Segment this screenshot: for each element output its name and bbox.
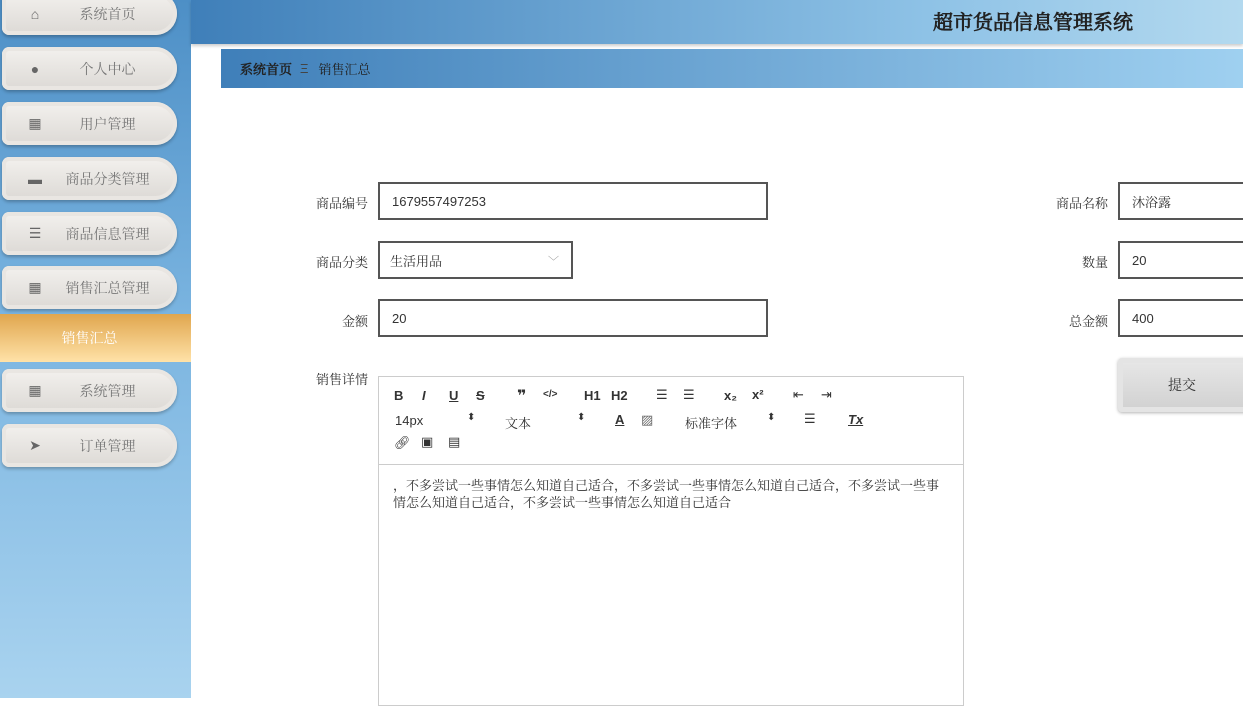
sidebar-item-home[interactable]: ⌂ 系统首页 xyxy=(2,0,177,35)
outdent-icon[interactable]: ⇤ xyxy=(793,387,804,402)
clear-format-button[interactable]: Tx xyxy=(848,412,864,427)
user-icon: ● xyxy=(30,60,40,77)
bullet-list-icon[interactable]: ☰ xyxy=(683,387,695,402)
code-input[interactable]: 1679557497253 xyxy=(378,182,768,220)
h2-button[interactable]: H2 xyxy=(611,388,628,403)
total-label: 总金额 xyxy=(1068,314,1108,329)
font-color-icon[interactable]: A xyxy=(615,412,625,427)
underline-button[interactable]: U xyxy=(449,388,459,403)
breadcrumb-separator: Ξ xyxy=(300,61,309,76)
name-input[interactable]: 沐浴露 xyxy=(1118,182,1243,220)
category-value: 生活用品 xyxy=(390,253,443,269)
list-icon: ☰ xyxy=(28,225,42,241)
grid-icon: ▦ xyxy=(28,279,42,295)
sidebar-item-system[interactable]: ▦ 系统管理 xyxy=(2,369,177,412)
chevron-down-icon: ﹀ xyxy=(548,256,559,268)
rich-text-editor xyxy=(378,376,964,706)
strike-button[interactable]: S xyxy=(476,388,485,403)
qty-input[interactable]: 20 xyxy=(1118,241,1243,279)
home-icon: ⌂ xyxy=(30,5,40,22)
indent-icon[interactable]: ⇥ xyxy=(821,387,832,402)
breadcrumb-home[interactable]: 系统首页 xyxy=(240,62,293,77)
submit-button[interactable]: 提交 xyxy=(1118,358,1243,412)
bold-button[interactable]: B xyxy=(394,388,404,403)
header xyxy=(191,0,1243,44)
sidebar-subitem-sales-summary[interactable]: 销售汇总 xyxy=(0,314,191,362)
sidebar-item-orders[interactable]: ➤ 订单管理 xyxy=(2,424,177,467)
sidebar-item-goods[interactable]: ☰ 商品信息管理 xyxy=(2,212,177,255)
superscript-button[interactable]: x² xyxy=(752,387,764,402)
align-icon[interactable]: ☰ xyxy=(804,411,816,426)
grid-icon: ▦ xyxy=(28,382,42,398)
image-icon[interactable]: ▣ xyxy=(421,434,434,449)
ordered-list-icon[interactable]: ☰ xyxy=(656,387,668,402)
font-size-arrows-icon: ⬍ xyxy=(467,412,476,423)
font-size-select[interactable]: 14px xyxy=(395,413,424,428)
sidebar-item-sales[interactable]: ▦ 销售汇总管理 xyxy=(2,266,177,309)
category-select[interactable] xyxy=(378,241,573,279)
amount-input[interactable]: 20 xyxy=(378,299,768,337)
code-label: 商品编号 xyxy=(315,196,368,211)
breadcrumb xyxy=(221,49,1243,88)
font-family-select[interactable]: 标准字体 xyxy=(685,416,738,431)
sidebar-item-users[interactable]: ▦ 用户管理 xyxy=(2,102,177,145)
link-icon[interactable]: 🔗︎ xyxy=(394,435,411,450)
paragraph-select[interactable]: 文本 xyxy=(505,416,532,431)
ticket-icon: ▬ xyxy=(28,170,42,187)
detail-label: 销售详情 xyxy=(315,372,368,387)
blockquote-button[interactable]: ❞ xyxy=(517,388,527,405)
sidebar-item-category[interactable]: ▬ 商品分类管理 xyxy=(2,157,177,200)
category-label: 商品分类 xyxy=(315,255,368,270)
amount-label: 金额 xyxy=(341,314,368,329)
video-icon[interactable]: ▤ xyxy=(448,434,461,449)
breadcrumb-current: 销售汇总 xyxy=(318,62,371,77)
font-family-arrows-icon: ⬍ xyxy=(767,412,776,423)
background-color-icon[interactable]: ▨ xyxy=(641,412,654,427)
editor-content[interactable]: ，不多尝试一些事情怎么知道自己适合，不多尝试一些事情怎么知道自己适合，不多尝试一些事情怎么知道自己适合，不多尝试一些事情怎么知道自己适合 xyxy=(393,478,940,510)
qty-label: 数量 xyxy=(1081,255,1108,270)
grid-icon: ▦ xyxy=(28,115,42,131)
paragraph-arrows-icon: ⬍ xyxy=(577,412,586,423)
h1-button[interactable]: H1 xyxy=(584,388,601,403)
sidebar xyxy=(0,0,191,698)
italic-button[interactable]: I xyxy=(422,388,426,403)
name-label: 商品名称 xyxy=(1055,196,1108,211)
app-title: 超市货品信息管理系统 xyxy=(933,12,1133,34)
total-input[interactable]: 400 xyxy=(1118,299,1243,337)
subscript-button[interactable]: x₂ xyxy=(724,388,738,403)
sidebar-item-profile[interactable]: ● 个人中心 xyxy=(2,47,177,90)
editor-toolbar xyxy=(379,377,963,465)
code-block-button[interactable]: </> xyxy=(543,389,558,400)
send-icon: ➤ xyxy=(29,437,41,453)
